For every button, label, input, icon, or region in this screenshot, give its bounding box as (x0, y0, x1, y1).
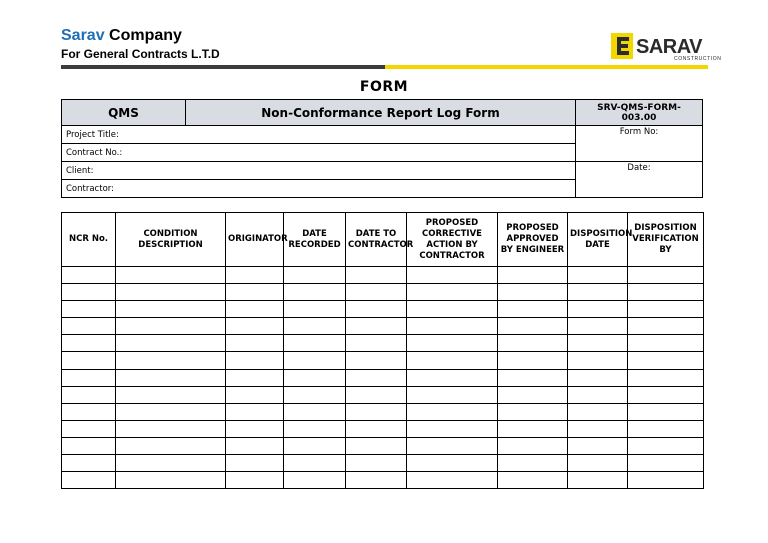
table-cell[interactable] (116, 437, 226, 454)
table-cell[interactable] (628, 352, 704, 369)
table-row (62, 455, 704, 472)
table-cell[interactable] (116, 455, 226, 472)
project-title-field[interactable]: Project Title: (62, 126, 576, 144)
table-cell[interactable] (568, 455, 628, 472)
table-cell[interactable] (62, 472, 116, 489)
table-cell[interactable] (407, 403, 498, 420)
table-cell[interactable] (62, 455, 116, 472)
table-cell[interactable] (568, 386, 628, 403)
table-cell[interactable] (407, 335, 498, 352)
col-ncr-no: NCR No. (62, 213, 116, 267)
table-cell[interactable] (116, 403, 226, 420)
table-cell[interactable] (568, 369, 628, 386)
table-cell[interactable] (226, 472, 284, 489)
table-cell[interactable] (407, 369, 498, 386)
table-cell[interactable] (346, 386, 407, 403)
table-cell[interactable] (226, 437, 284, 454)
table-cell[interactable] (568, 437, 628, 454)
table-cell[interactable] (284, 335, 346, 352)
table-row (62, 301, 704, 318)
table-cell[interactable] (498, 472, 568, 489)
table-cell[interactable] (568, 267, 628, 284)
col-date-to-contractor: DATE TO CONTRACTOR (346, 213, 407, 267)
table-cell[interactable] (116, 420, 226, 437)
table-cell[interactable] (116, 369, 226, 386)
qms-label: QMS (62, 100, 186, 126)
table-cell[interactable] (116, 335, 226, 352)
col-disposition-verification: DISPOSITION VERIFICATION BY (628, 213, 704, 267)
table-cell[interactable] (498, 284, 568, 301)
table-cell[interactable] (62, 267, 116, 284)
table-cell[interactable] (226, 301, 284, 318)
form-name: Non-Conformance Report Log Form (186, 100, 576, 126)
col-disposition-date: DISPOSITION DATE (568, 213, 628, 267)
table-cell[interactable] (407, 455, 498, 472)
table-cell[interactable] (407, 472, 498, 489)
table-cell[interactable] (226, 318, 284, 335)
table-cell[interactable] (346, 455, 407, 472)
table-cell[interactable] (62, 352, 116, 369)
table-cell[interactable] (346, 284, 407, 301)
table-cell[interactable] (116, 267, 226, 284)
col-proposed-approved: PROPOSED APPROVED BY ENGINEER (498, 213, 568, 267)
table-cell[interactable] (407, 267, 498, 284)
table-cell[interactable] (346, 352, 407, 369)
col-originator: ORIGINATOR (226, 213, 284, 267)
sarav-logo (610, 31, 722, 62)
table-row (62, 437, 704, 454)
table-cell[interactable] (116, 386, 226, 403)
table-cell[interactable] (498, 335, 568, 352)
ncr-log-table (61, 212, 704, 489)
table-cell[interactable] (284, 386, 346, 403)
table-cell[interactable] (226, 335, 284, 352)
table-cell[interactable] (226, 284, 284, 301)
company-name-rest: Company (104, 27, 182, 44)
table-cell[interactable] (498, 420, 568, 437)
table-cell[interactable] (226, 352, 284, 369)
table-cell[interactable] (568, 284, 628, 301)
table-cell[interactable] (498, 386, 568, 403)
table-cell[interactable] (568, 301, 628, 318)
table-cell[interactable] (346, 301, 407, 318)
table-cell[interactable] (226, 386, 284, 403)
table-row (62, 267, 704, 284)
form-title: FORM (359, 79, 409, 95)
table-cell[interactable] (284, 301, 346, 318)
table-cell[interactable] (284, 455, 346, 472)
form-no-field[interactable]: Form No: (576, 126, 703, 162)
table-cell[interactable] (628, 335, 704, 352)
col-date-recorded: DATE RECORDED (284, 213, 346, 267)
table-cell[interactable] (498, 301, 568, 318)
table-cell[interactable] (62, 420, 116, 437)
client-field[interactable]: Client: (62, 162, 576, 180)
company-brand: Sarav (61, 27, 105, 44)
table-cell[interactable] (284, 318, 346, 335)
table-cell[interactable] (568, 420, 628, 437)
header-rule-dark (61, 65, 385, 69)
logo-tagline: CONSTRUCTION (674, 56, 722, 62)
table-cell[interactable] (284, 352, 346, 369)
table-row (62, 369, 704, 386)
table-cell[interactable] (498, 267, 568, 284)
table-cell[interactable] (284, 420, 346, 437)
table-cell[interactable] (116, 318, 226, 335)
table-cell[interactable] (498, 437, 568, 454)
company-name (61, 27, 220, 45)
company-subtitle: For General Contracts L.T.D (61, 47, 220, 61)
table-cell[interactable] (346, 472, 407, 489)
table-cell[interactable] (116, 352, 226, 369)
table-cell[interactable] (116, 284, 226, 301)
table-cell[interactable] (226, 267, 284, 284)
table-cell[interactable] (346, 335, 407, 352)
table-cell[interactable] (498, 369, 568, 386)
table-cell[interactable] (346, 420, 407, 437)
table-row (62, 284, 704, 301)
header-rule-yellow (385, 65, 708, 69)
table-cell[interactable] (498, 403, 568, 420)
table-cell[interactable] (628, 318, 704, 335)
logo-wordmark: SARAV (636, 36, 703, 58)
table-cell[interactable] (346, 403, 407, 420)
table-cell[interactable] (284, 284, 346, 301)
table-cell[interactable] (62, 369, 116, 386)
table-cell[interactable] (628, 437, 704, 454)
table-cell[interactable] (407, 318, 498, 335)
table-cell[interactable] (284, 472, 346, 489)
table-cell[interactable] (116, 301, 226, 318)
table-cell[interactable] (62, 335, 116, 352)
table-row (62, 386, 704, 403)
table-cell[interactable] (346, 318, 407, 335)
table-cell[interactable] (568, 472, 628, 489)
table-cell[interactable] (628, 267, 704, 284)
table-cell[interactable] (226, 455, 284, 472)
table-row (62, 420, 704, 437)
table-cell[interactable] (628, 369, 704, 386)
table-cell[interactable] (628, 386, 704, 403)
contractor-field[interactable]: Contractor: (62, 180, 576, 198)
table-cell[interactable] (226, 369, 284, 386)
table-cell[interactable] (498, 352, 568, 369)
table-row (62, 472, 704, 489)
table-cell[interactable] (407, 284, 498, 301)
table-cell[interactable] (62, 318, 116, 335)
table-cell[interactable] (568, 335, 628, 352)
table-row (62, 352, 704, 369)
table-cell[interactable] (407, 352, 498, 369)
col-proposed-corrective-action: PROPOSED CORRECTIVE ACTION BY CONTRACTOR (407, 213, 498, 267)
table-cell[interactable] (628, 420, 704, 437)
form-code: SRV-QMS-FORM-003.00 (576, 100, 703, 126)
table-cell[interactable] (498, 455, 568, 472)
table-row (62, 403, 704, 420)
table-cell[interactable] (62, 386, 116, 403)
table-cell[interactable] (346, 437, 407, 454)
table-cell[interactable] (568, 352, 628, 369)
table-cell[interactable] (62, 437, 116, 454)
table-cell[interactable] (346, 267, 407, 284)
table-cell[interactable] (226, 403, 284, 420)
table-cell[interactable] (407, 420, 498, 437)
table-cell[interactable] (628, 284, 704, 301)
table-cell[interactable] (568, 318, 628, 335)
contract-no-field[interactable]: Contract No.: (62, 144, 576, 162)
date-field[interactable]: Date: (576, 162, 703, 198)
table-cell[interactable] (628, 472, 704, 489)
table-cell[interactable] (346, 369, 407, 386)
col-condition-description: CONDITION DESCRIPTION (116, 213, 226, 267)
table-cell[interactable] (498, 318, 568, 335)
table-cell[interactable] (284, 437, 346, 454)
table-cell[interactable] (407, 386, 498, 403)
table-row (62, 318, 704, 335)
table-cell[interactable] (407, 301, 498, 318)
table-cell[interactable] (226, 420, 284, 437)
company-header (61, 27, 220, 62)
form-header-table (61, 99, 703, 198)
log-header-row (62, 213, 704, 267)
table-cell[interactable] (568, 403, 628, 420)
table-cell[interactable] (284, 369, 346, 386)
table-cell[interactable] (628, 301, 704, 318)
table-cell[interactable] (284, 267, 346, 284)
table-cell[interactable] (116, 472, 226, 489)
table-cell[interactable] (62, 403, 116, 420)
table-cell[interactable] (284, 403, 346, 420)
table-cell[interactable] (628, 403, 704, 420)
table-cell[interactable] (62, 284, 116, 301)
table-cell[interactable] (628, 455, 704, 472)
table-cell[interactable] (407, 437, 498, 454)
table-row (62, 335, 704, 352)
table-cell[interactable] (62, 301, 116, 318)
